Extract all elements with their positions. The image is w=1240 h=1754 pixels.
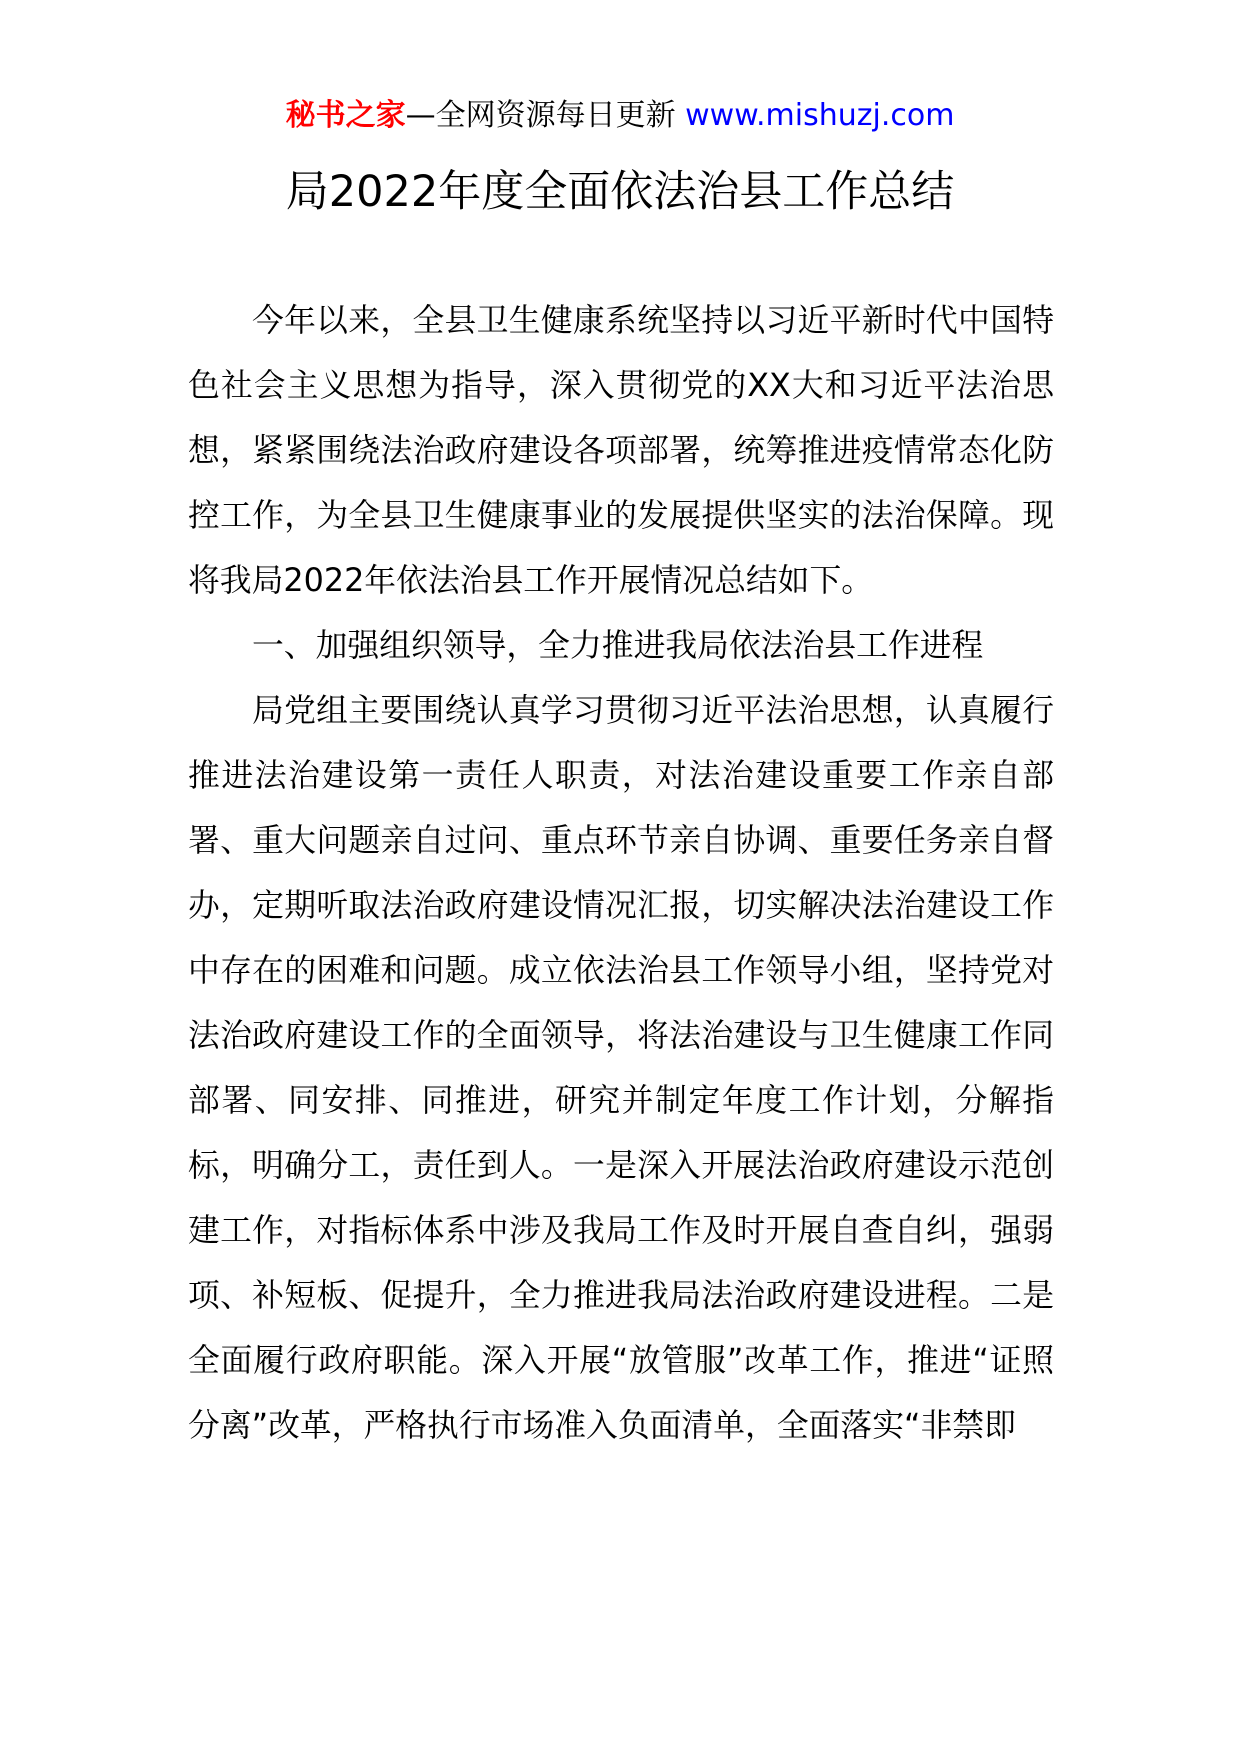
intro-paragraph: 今年以来，全县卫生健康系统坚持以习近平新时代中国特色社会主义思想为指导，深入贯彻党的XX大和习近平法治思想，紧紧围绕法治政府建设各项部署，统筹推进疫情常态化防控工作，为全县卫生健康事业的发展提供坚实的法治保障。现将我局2022年依法治县工作开展情况总结如下。: [188, 302, 1054, 599]
site-url-link[interactable]: www.mishuzj.com: [685, 98, 955, 133]
site-header: [0, 96, 1240, 136]
section-heading-1: 一、加强组织领导，全力推进我局依法治县工作进程: [252, 627, 984, 664]
document-title: 局2022年度全面依法治县工作总结: [285, 167, 955, 217]
document-body: [188, 288, 1054, 1458]
section-1-paragraph: 局党组主要围绕认真学习贯彻习近平法治思想，认真履行推进法治建设第一责任人职责，对法治建设重要工作亲自部署、重大问题亲自过问、重点环节亲自协调、重要任务亲自督办，定期听取法治政府建设情况汇报，切实解决法治建设工作中存在的困难和问题。成立依法治县工作领导小组，坚持党对法治政府建设工作的全面领导，将法治建设与卫生健康工作同部署、同安排、同推进，研究并制定年度工作计划，分解指标，明确分工，责任到人。一是深入开展法治政府建设示范创建工作，对指标体系中涉及我局工作及时开展自查自纠，强弱项、补短板、促提升，全力推进我局法治政府建设进程。二是全面履行政府职能。深入开展“放管服”改革工作，推进“证照分离”改革，严格执行市场准入负面清单，全面落实“非禁即: [188, 692, 1054, 1444]
header-tagline: —全网资源每日更新: [405, 98, 676, 133]
brand-name: 秘书之家: [285, 98, 406, 133]
